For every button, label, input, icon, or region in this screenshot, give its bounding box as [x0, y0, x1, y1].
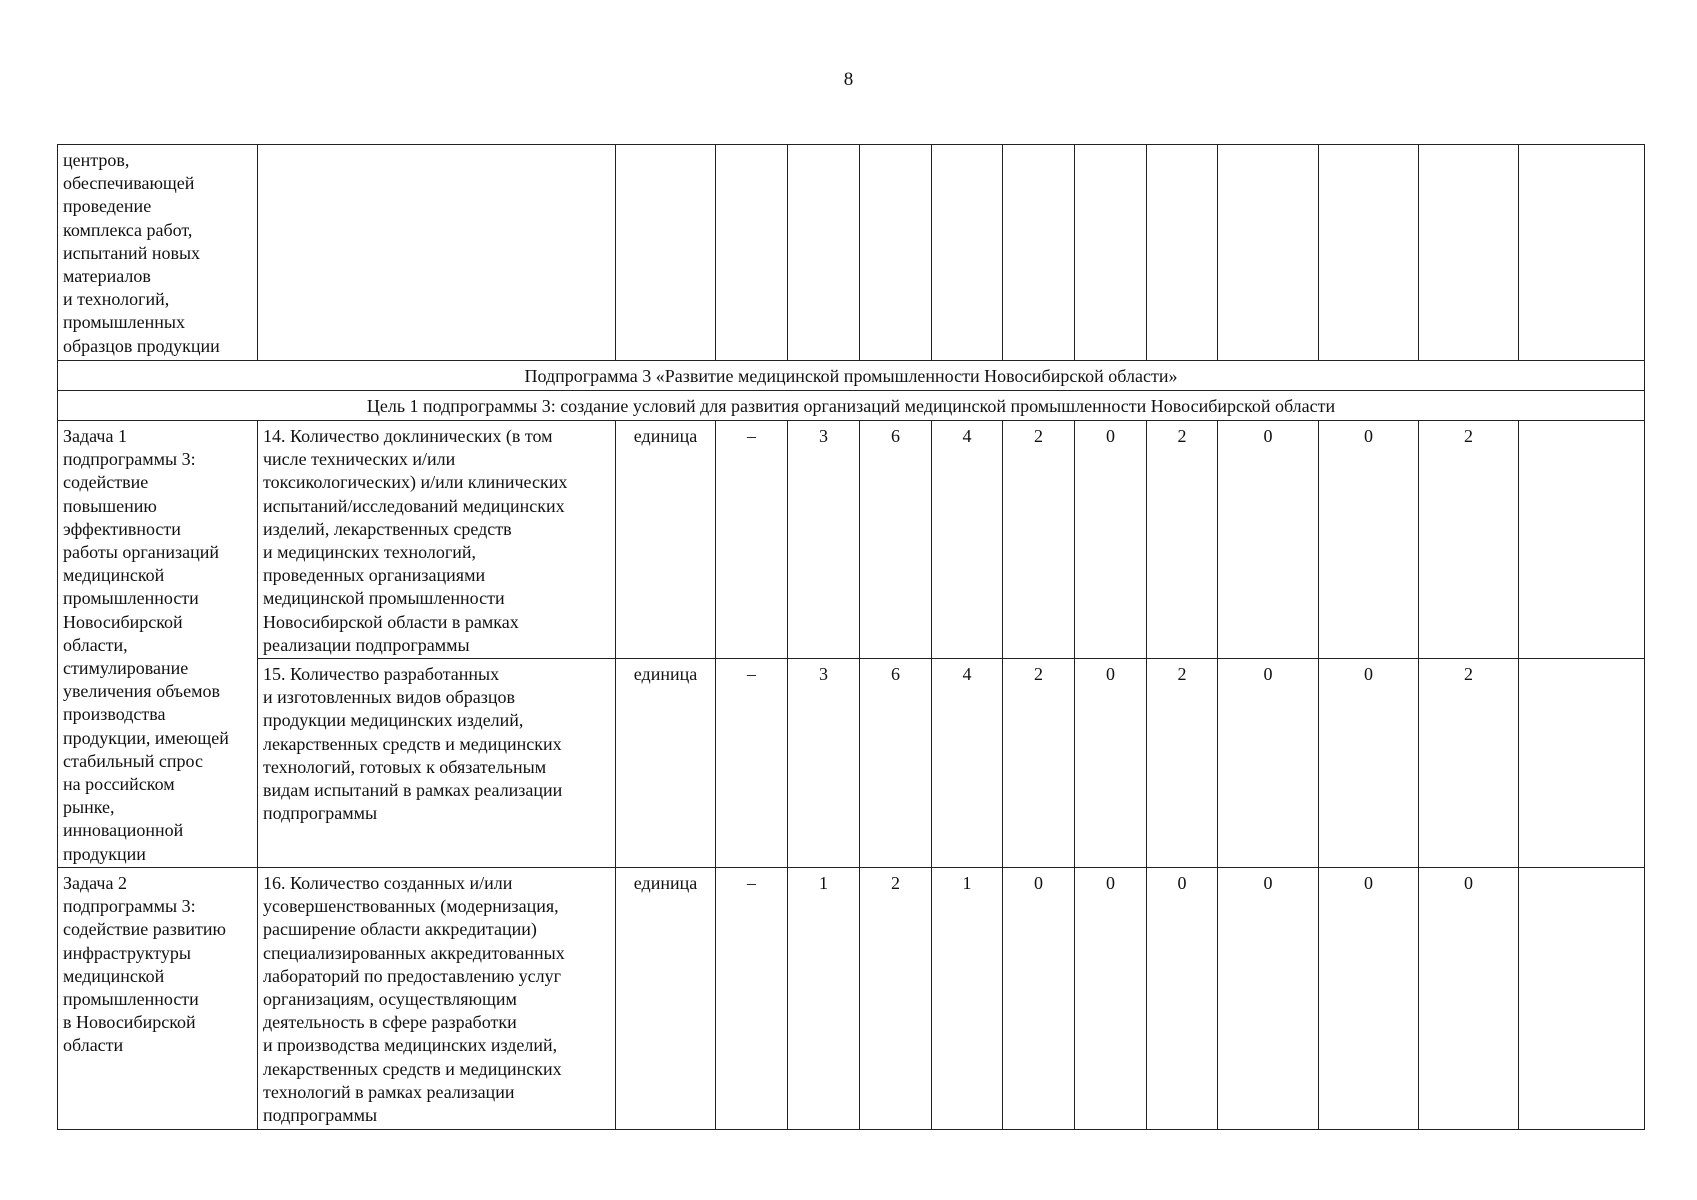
indicator-unit: единица — [616, 868, 716, 1130]
indicator-value: 2 — [860, 868, 932, 1130]
indicator-value — [1519, 659, 1645, 868]
indicator-value: 2 — [1147, 421, 1218, 659]
indicator-name: 16. Количество созданных и/или усовершенствованных (модернизация, расширение области аккредитации) специализированных аккредитованных лабораторий по предоставлению услуг организациям, осуществляющим деятельность в сфере разработки и производства медицинских изделий, лекарственных средств и медицинских технологий в рамках реализации подпрограммы — [258, 868, 616, 1130]
indicators-table — [57, 144, 1645, 1130]
indicator-value: 1 — [788, 868, 860, 1130]
indicator-value: 4 — [932, 421, 1003, 659]
value-cell-empty — [1003, 145, 1075, 361]
indicator-value: 0 — [1218, 659, 1319, 868]
task-cell-continuation: центров, обеспечивающей проведение комплекса работ, испытаний новых материалов и технологий, промышленных образцов продукции — [58, 145, 258, 361]
value-cell-empty — [1218, 145, 1319, 361]
subprogram-title: Подпрограмма 3 «Развитие медицинской промышленности Новосибирской области» — [58, 361, 1645, 391]
unit-cell-empty — [616, 145, 716, 361]
indicator-value: 0 — [1419, 868, 1519, 1130]
table-row-subprogram — [58, 361, 1645, 391]
indicator-value: 4 — [932, 659, 1003, 868]
indicator-value — [1519, 421, 1645, 659]
page-number: 8 — [843, 69, 854, 90]
indicator-name: 14. Количество доклинических (в том числе технических и/или токсикологических) и/или клинических испытаний/исследований медицинских изделий, лекарственных средств и медицинских технологий, проведенных организациями медицинской промышленности Новосибирской области в рамках реализации подпрограммы — [258, 421, 616, 659]
indicator-value: 2 — [1419, 421, 1519, 659]
table-row-indicator-15 — [58, 659, 1645, 868]
task-2-cell: Задача 2 подпрограммы 3: содействие развитию инфраструктуры медицинской промышленности в Новосибирской области — [58, 868, 258, 1130]
value-cell-empty — [860, 145, 932, 361]
indicator-name: 15. Количество разработанных и изготовленных видов образцов продукции медицинских изделий, лекарственных средств и медицинских технологий, готовых к обязательным видам испытаний в рамках реализации подпрограммы — [258, 659, 616, 868]
indicator-value: 0 — [1075, 421, 1147, 659]
value-cell-empty — [1419, 145, 1519, 361]
indicator-value: 3 — [788, 659, 860, 868]
indicator-value: 1 — [932, 868, 1003, 1130]
value-cell-empty — [716, 145, 788, 361]
value-cell-empty — [1147, 145, 1218, 361]
indicator-value: 2 — [1003, 659, 1075, 868]
task-1-cell: Задача 1 подпрограммы 3: содействие повышению эффективности работы организаций медицинской промышленности Новосибирской области, стимулирование увеличения объемов производства продукции, имеющей стабильный спрос на российском рынке, инновационной продукции — [58, 421, 258, 868]
indicator-value: 0 — [1003, 868, 1075, 1130]
indicator-value: 0 — [1319, 659, 1419, 868]
value-cell-empty — [1319, 145, 1419, 361]
indicator-value: 2 — [1003, 421, 1075, 659]
indicator-value: 0 — [1218, 868, 1319, 1130]
goal-title: Цель 1 подпрограммы 3: создание условий для развития организаций медицинской промышленности Новосибирской области — [58, 391, 1645, 421]
indicator-value — [1519, 868, 1645, 1130]
value-cell-empty — [932, 145, 1003, 361]
table-row-continuation — [58, 145, 1645, 361]
value-cell-empty — [1519, 145, 1645, 361]
table-row-indicator-14 — [58, 421, 1645, 659]
indicator-value: 0 — [1147, 868, 1218, 1130]
indicator-value: – — [716, 659, 788, 868]
indicator-value: 2 — [1419, 659, 1519, 868]
indicator-value: – — [716, 868, 788, 1130]
table-row-goal — [58, 391, 1645, 421]
indicator-value: 0 — [1075, 868, 1147, 1130]
indicator-value: 0 — [1319, 868, 1419, 1130]
indicator-value: 2 — [1147, 659, 1218, 868]
value-cell-empty — [788, 145, 860, 361]
indicator-value: 6 — [860, 421, 932, 659]
indicator-cell-empty — [258, 145, 616, 361]
indicator-unit: единица — [616, 421, 716, 659]
table-row-indicator-16 — [58, 868, 1645, 1130]
indicator-value: 3 — [788, 421, 860, 659]
indicator-value: – — [716, 421, 788, 659]
indicator-value: 0 — [1218, 421, 1319, 659]
indicator-value: 0 — [1075, 659, 1147, 868]
indicator-unit: единица — [616, 659, 716, 868]
indicator-value: 6 — [860, 659, 932, 868]
indicator-value: 0 — [1319, 421, 1419, 659]
value-cell-empty — [1075, 145, 1147, 361]
